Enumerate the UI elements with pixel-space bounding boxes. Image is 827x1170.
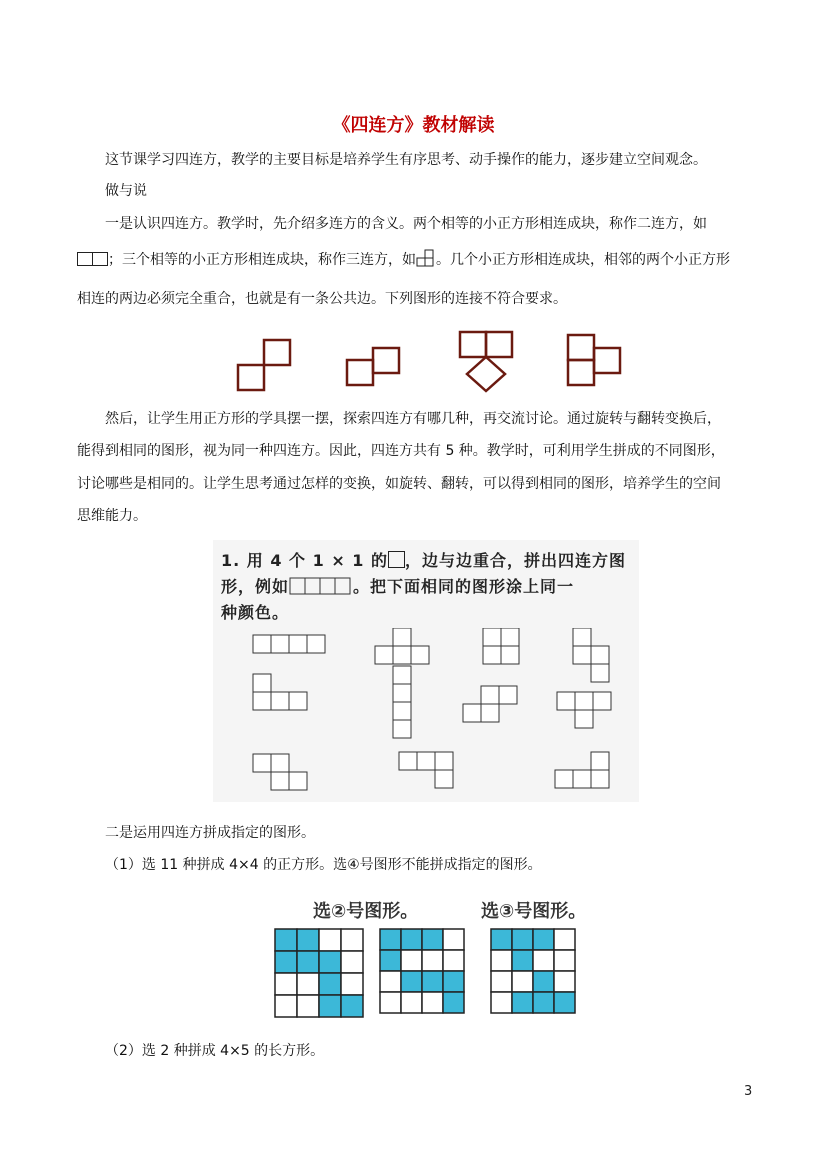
section-heading: 做与说 [105, 183, 147, 199]
paragraph-1-line-3: 相连的两边必须完全重合，也就是有一条公共边。下列图形的连接不符合要求。 [77, 291, 567, 307]
corner-touch-shape [238, 340, 290, 390]
grid-option-3b [491, 929, 575, 1013]
paragraph-1-line-2 [77, 249, 730, 270]
unit-square-icon [388, 551, 405, 568]
tetromino-s-vertical [573, 628, 609, 682]
paragraph-1-line-2-a: ；三个相等的小正方形相连成块，称作三连方，如 [108, 252, 416, 268]
exercise-line-1-a: 1. 用 4 个 1 × 1 的 [221, 551, 389, 570]
grid-option-2 [275, 929, 363, 1017]
misaligned-shape [568, 335, 620, 385]
paragraph-2-line-2: 能得到相同的图形，视为同一种四连方。因此，四连方共有 5 种。教学时，可利用学生拼成的不同图形， [77, 443, 725, 459]
tetromino-i-horizontal [253, 635, 325, 653]
diamond-shape [460, 332, 512, 391]
page-title: 《四连方》教材解读 [332, 115, 495, 136]
paragraph-1-line-2-b: 。几个小正方形相连成块，相邻的两个小正方形 [436, 252, 730, 268]
tetromino-o [483, 628, 519, 664]
offset-shape [347, 348, 399, 385]
tetromino-i-vertical [393, 666, 411, 738]
exercise-line-2-b: 。把下面相同的图形涂上同一 [353, 577, 575, 596]
tetromino-t [375, 628, 429, 664]
example-tetromino-icon [289, 577, 353, 599]
domino-icon-square [92, 252, 108, 266]
intro-paragraph: 这节课学习四连方，教学的主要目标是培养学生有序思考、动手操作的能力，逐步建立空间观念。 [105, 152, 707, 168]
paragraph-5: （2）选 2 种拼成 4×5 的长方形。 [105, 1043, 325, 1059]
paragraph-1-line-1: 一是认识四连方。教学时，先介绍多连方的含义。两个相等的小正方形相连成块，称作二连方，如 [105, 216, 707, 232]
exercise-line-1 [221, 548, 626, 571]
tetromino-l [253, 674, 307, 710]
tetromino-t-down [557, 692, 611, 728]
exercise-figure [213, 540, 639, 802]
tetromino-z [253, 754, 307, 790]
paragraph-2-line-3: 讨论哪些是相同的。让学生思考通过怎样的变换，如旋转、翻转，可以得到相同的图形，培养学生的空间 [77, 476, 721, 492]
select-label-3: 选③号图形。 [481, 901, 587, 922]
page-number: 3 [744, 1084, 753, 1099]
grid-option-3a [380, 929, 464, 1013]
tetromino-j [399, 752, 453, 788]
paragraph-2-line-1: 然后，让学生用正方形的学具摆一摆，探索四连方有哪几种，再交流讨论。通过旋转与翻转变换后， [105, 411, 721, 427]
tromino-icon [416, 249, 436, 267]
exercise-line-2 [221, 574, 574, 599]
invalid-shapes-figure [230, 330, 630, 394]
paragraph-4: （1）选 11 种拼成 4×4 的正方形。选④号图形不能拼成指定的图形。 [105, 857, 542, 873]
paragraph-3: 二是运用四连方拼成指定的图形。 [105, 825, 315, 841]
paragraph-2-line-4: 思维能力。 [77, 508, 147, 524]
exercise-line-2-a: 形，例如 [221, 577, 290, 596]
select-label-2: 选②号图形。 [313, 901, 419, 922]
exercise-line-3: 种颜色。 [221, 603, 290, 622]
tetromino-l-up [555, 752, 609, 788]
colored-grids [272, 926, 582, 1018]
exercise-line-1-b: ，边与边重合，拼出四连方图 [405, 551, 627, 570]
tetromino-s [463, 686, 517, 722]
tetromino-set [213, 628, 639, 802]
domino-icon [77, 252, 93, 266]
